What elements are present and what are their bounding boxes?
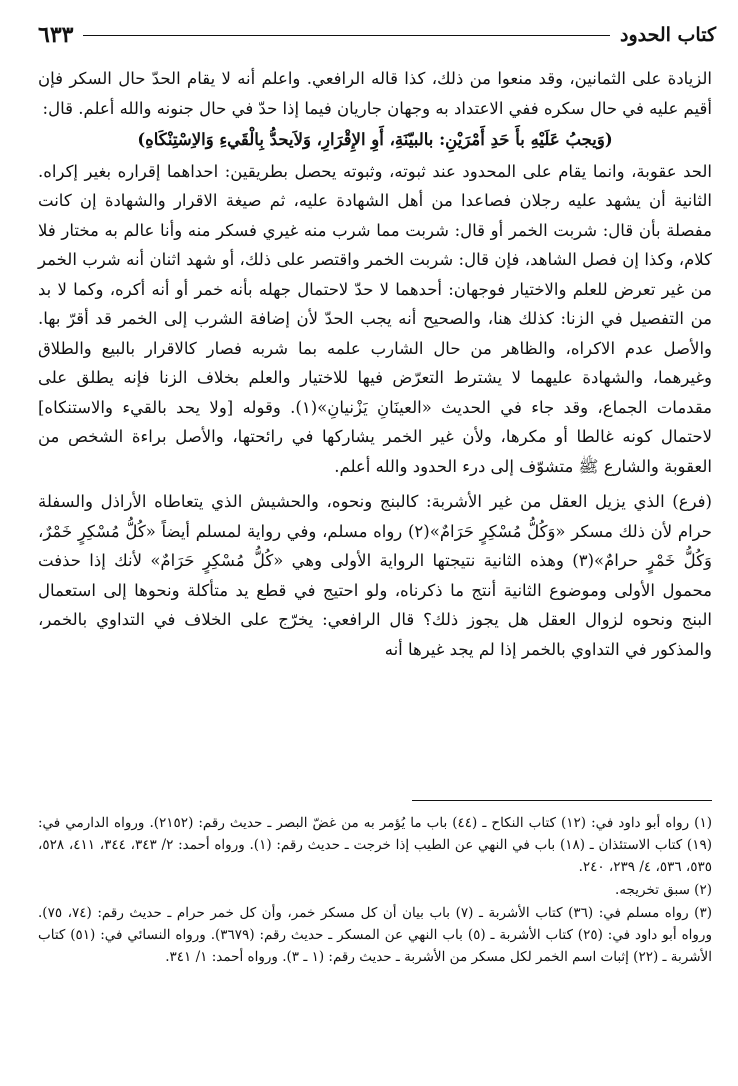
paragraph: الزيادة على الثمانين، وقد منعوا من ذلك، كذا قاله الرافعي. واعلم أنه لا يقام الحدّ حال السكر فإن أقيم عليه في حال سكره ففي الاعتداد به وجهان جاريان فيما إذا حدّ في حال جنونه والله أعلم. قال:: [38, 69, 712, 118]
footnote: (٢) سبق تخريجه.: [615, 882, 712, 898]
footnote-separator: [412, 800, 712, 801]
header-rule: [83, 35, 610, 36]
page-number: ٦٣٣: [38, 22, 74, 48]
running-header: [38, 18, 716, 52]
main-text: [38, 64, 712, 664]
footnote: (٣) رواه مسلم في: (٣٦) كتاب الأشربة ـ (٧) باب بيان أن كل مسكر خمر، وأن كل خمر حرام ـ حديث رقم: (٧٤، ٧٥). ورواه أبو داود في: (٢٥) كتاب الأشربة ـ (٥) باب النهي عن المسكر ـ حديث رقم: (٣٦٧٩). ورواه النسائي في: (٥١) كتاب الأشربة ـ (٢٢) إثبات اسم الخمر لكل مسكر من الأشربة ـ حديث رقم: (١ ـ ٣). ورواه أحمد: ١/ ٣٤١.: [38, 905, 712, 965]
matn-quote: (وَيجبُ عَلَيْهِ بأَ حَدِ أَمْرَيْنِ: بالبيّنَةِ، أَوِ الإِقْرَارِ، وَلاَيحدُّ بِالْقَيءِ وَالاِسْتِنْكَاهِ): [137, 130, 613, 149]
footnote: (١) رواه أبو داود في: (١٢) كتاب النكاح ـ (٤٤) باب ما يُؤمر به من غضّ البصر ـ حديث رقم: (٢١٥٢). ورواه الدارمي في: (١٩) كتاب الاستئذان ـ (١٨) باب في النهي عن الطيب إذا خرجت ـ حديث رقم: (١). ورواه أحمد: ٢/ ٣٤٣، ٣٤٤، ٤١١، ٥٢٨، ٥٣٥، ٥٣٦، ٤/ ٢٣٩، ٢٤٠.: [38, 815, 712, 875]
footnotes: [38, 812, 712, 969]
paragraph: الحد عقوبة، وانما يقام على المحدود عند ثبوته، وثبوته يحصل بطريقين: احداهما إقراره بغير إكراه. الثانية أن يشهد عليه رجلان فصاعدا من أهل الشهادة عليه، ثم صيغة الاقرار والشهادة إن كانت مفصلة بأن قال: شربت الخمر أو قال: شربت مما شرب منه غيري فسكر منه وأنا عالم به مختار فلا كلام، وكذا إن فصل الشاهد، فإن قال: شربت الخمر واقتصر على ذلك، أو شهد اثنان أنه شرب الخمر من غير تعرض للعلم والاختيار فوجهان: أحدهما لا حدّ لاحتمال جهله بأنه خمر أو أنه أكره، وكما لا بد من التفصيل في الزنا: كذلك هنا، والصحيح أنه يجب الحدّ لأن إضافة الشرب إلى الخمر قد أقرّ بها. والأصل عدم الاكراه، والظاهر من حال الشارب علمه بما شربه فصار كالاقرار بالبيع والطلاق وغيرهما، والشهادة عليهما لا يشترط التعرّض فيها للاختيار والعلم بخلاف الزنا فإنه يطلق على مقدمات الجماع، وقد جاء في الحديث «العينَانِ يَزْنيانِ»(١). وقوله [ولا يحد بالقيء والاستنكاه] لاحتمال كونه غالطا أو مكرها، ولأن غير الخمر يشاركها في رائحتها، والأصل براءة الشخص من العقوبة والشارع ﷺ متشوّف إلى درء الحدود والله أعلم.: [38, 161, 713, 476]
chapter-title: كتاب الحدود: [619, 24, 716, 46]
paragraph: (فرع) الذي يزيل العقل من غير الأشربة: كالبنج ونحوه، والحشيش الذي يتعاطاه الأراذل والسفلة حرام لأن ذلك مسكر «وَكُلُّ مُسْكِرٍ حَرَامٌ»(٢) رواه مسلم، وفي رواية لمسلم أيضاً «كُلُّ مُسْكِرٍ خَمْرٌ، وَكُلُّ خَمْرٍ حرامٌ»(٣) وهذه الثانية نتيجتها الرواية الأولى وهي «كُلُّ مُسْكِرٍ حَرَامٌ» لأنك إذا حذفت محمول الأولى وموضوع الثانية أنتج ما ذكرناه، ولو احتيج في قطع يد متأكلة ونحوها إلى استعمال البنج ونحوه لزوال العقل هل يجوز ذلك؟ قال الرافعي: يخرّج على الخلاف في التداوي بالخمر، والمذكور في التداوي بالخمر إذا لم يجد غيرها أنه: [38, 492, 712, 659]
